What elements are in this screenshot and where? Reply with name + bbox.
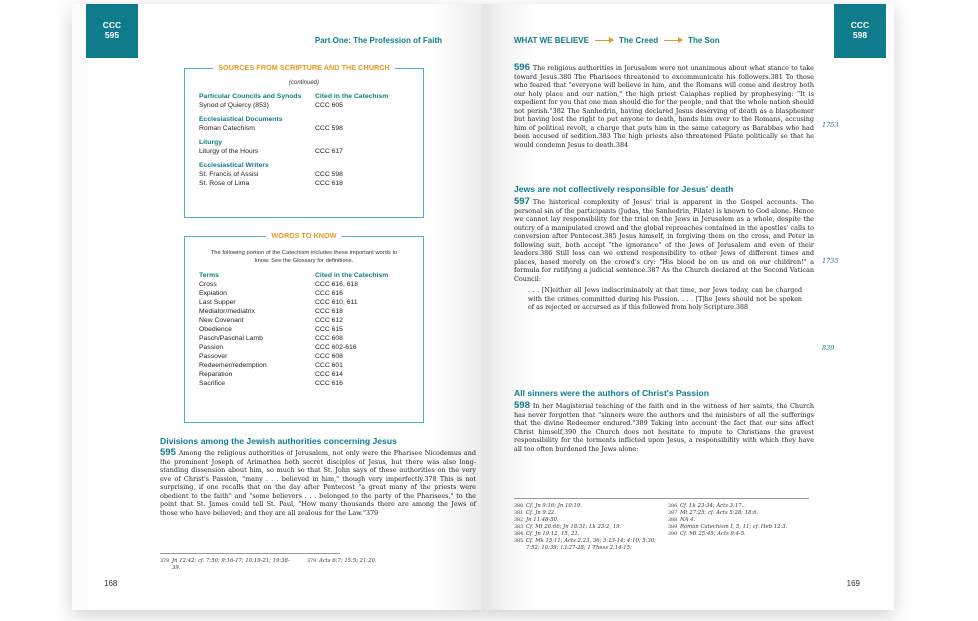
right-page	[482, 4, 894, 610]
section-label: Ecclesiastical Writers	[199, 162, 269, 169]
paragraph-text: In her Magisterial teaching of the faith and in the witness of her saints, the Church has never forgotten that "sinners were the authors and the ministers of all the sufferings that the divine Redeemer endured."389 Taking into account the fact that our sins affect Christ himself,390 the Church does not hesitate to impute to Christians the gravest responsibility for the torments inflicted upon Jesus, a responsibility with which they have all too often burdened the Jews alone:	[514, 402, 814, 453]
term-row	[185, 298, 423, 307]
footnote-number: 380	[514, 504, 524, 509]
term-row	[185, 316, 423, 325]
footnote-text: Cf. Mt 26:66; Jn 18:31; Lk 23:2, 19.	[526, 524, 622, 530]
footnote	[514, 503, 659, 510]
source-name: Liturgy of the Hours	[199, 148, 259, 155]
words-box-title: WORDS TO KNOW	[266, 231, 341, 240]
term-row	[185, 370, 423, 379]
term-row	[185, 325, 423, 334]
tab-number: 598	[852, 30, 868, 40]
footnote	[514, 538, 659, 552]
term: Pasch/Paschal Lamb	[199, 335, 263, 342]
term: Expiation	[199, 290, 227, 297]
footnote-text: Cf. Mk 15:11; Acts 2:23, 36; 3:13-14; 4:10; 5:30; 7:52; 10:39; 13:27-28; 1 Thess 2:14-15.	[526, 538, 656, 551]
left-page	[72, 4, 482, 610]
ccc-tab-right	[834, 4, 886, 58]
source-ref: CCC 598	[315, 171, 343, 178]
sources-box-title: SOURCES FROM SCRIPTURE AND THE CHURCH	[213, 63, 395, 72]
paragraph-text: The historical complexity of Jesus' trial is apparent in the Gospel accounts. The personal sin of the participants (Judas, the Sanhedrin, Pilate) is known to God alone. Hence we cannot lay responsibility for the trial on the Jews in Jerusalem as a whole, despite the outcry of a manipulated crowd and the global reproaches contained in the apostles' calls to conversion after Pentecost.385 Jesus himself, in forgiving them on the cross, and Peter in following suit, both accept "the ignorance" of the Jews of Jerusalem and even of their leaders.386 Still less can we extend responsibility to other Jews of different times and places, based merely on the crowd's cry: "His blood be on us and on our children!" a formula for ratifying a judicial sentence.387 As the Church declared at the Second Vatican Council:	[514, 198, 814, 283]
footnote	[514, 531, 659, 538]
terms-header: Terms	[199, 272, 219, 279]
term-ref: CCC 602-616	[315, 344, 357, 351]
source-row	[185, 147, 423, 156]
term: Last Supper	[199, 299, 236, 306]
paragraph-number: 596	[514, 62, 530, 73]
paragraph-598	[514, 402, 814, 453]
breadcrumb-creed: The Creed	[618, 36, 659, 45]
footnote-text: Cf. Lk 23:34; Acts 3:17.	[680, 503, 744, 509]
footnote	[514, 510, 659, 517]
source-name: Roman Catechism	[199, 125, 255, 132]
term-ref: CCC 608	[315, 353, 343, 360]
open-book	[72, 4, 894, 610]
tab-label: CCC	[102, 20, 122, 31]
footnote-number: 382	[514, 518, 524, 523]
term-ref: CCC 601	[315, 362, 343, 369]
section-heading: Divisions among the Jewish authorities concerning Jesus	[160, 436, 397, 446]
footnote	[514, 524, 659, 531]
footnote-rule	[514, 498, 809, 499]
footnote	[668, 517, 813, 524]
footnote-text: Cf. Jn 9:16; Jn 10:19.	[526, 503, 582, 509]
section-595	[160, 436, 476, 517]
footnotes-column-1	[514, 503, 659, 552]
margin-crossref: 1753	[822, 121, 839, 129]
term-row	[185, 379, 423, 388]
footnote-number: 386	[668, 504, 678, 509]
arrow-right-icon	[664, 40, 682, 41]
arrow-right-icon	[595, 40, 613, 41]
section-heading: Jews are not collectively responsible for Jesus' death	[514, 184, 734, 194]
footnote-text: Jn 12:42; cf. 7:50; 9:16-17; 10:19-21; 19:38-39.	[172, 558, 290, 571]
footnote	[514, 517, 659, 524]
term-ref: CCC 616	[315, 380, 343, 387]
footnote-number: 378	[160, 559, 170, 564]
page-number: 169	[846, 579, 860, 588]
paragraph-number: 598	[514, 400, 530, 411]
source-row	[185, 179, 423, 188]
breadcrumb-what-we-believe: WHAT WE BELIEVE	[514, 36, 589, 45]
source-name: St. Rose of Lima	[199, 180, 250, 187]
footnote	[668, 531, 813, 538]
term: New Covenant	[199, 317, 244, 324]
term: Cross	[199, 281, 217, 288]
words-intro: The following portion of the Catechism includes these important words to know. See the Glossary for definitions.	[210, 250, 398, 264]
term: Mediator/mediatrix	[199, 308, 255, 315]
source-row	[185, 170, 423, 179]
footnote-number: 390	[668, 532, 678, 537]
words-header-row	[185, 271, 423, 280]
footnote-text: Jn 11:48-50.	[526, 517, 559, 523]
section-heading: All sinners were the authors of Christ's Passion	[514, 388, 709, 398]
term: Passion	[199, 344, 224, 351]
term-row	[185, 361, 423, 370]
footnote-rule	[160, 553, 340, 554]
footnote-text: Cf. Jn 19:12, 15, 21.	[526, 531, 580, 537]
source-row	[185, 124, 423, 133]
words-list	[185, 280, 423, 388]
term: Reparation	[199, 371, 233, 378]
col1-header: Particular Councils and Synods	[199, 93, 302, 100]
footnote-text: Cf. Jn 9:22.	[526, 510, 556, 516]
term-ref: CCC 614	[315, 371, 343, 378]
footnote-number: 387	[668, 511, 678, 516]
term-row	[185, 352, 423, 361]
paragraph-text: Among the religious authorities of Jerusalem, not only were the Pharisee Nicodemus and the prominent Joseph of Arimathea both secret disciples of Jesus, but there was also long-standing dissension about him, so much so that St. John says of these authorities on the very eve of Christ's Passion, "many . . . believed in him," though very imperfectly.378 This is not surprising, if one recalls that on the day after Pentecost "a great many of the priests were obedient to the faith" and "some believers . . . belonged to the party of the Pharisees," to the point that St. James could tell St. Paul, "How many thousands there are among the Jews of those who have believed; and they are all zealous for the Law."379	[160, 449, 476, 517]
source-name: Synod of Quiercy (853)	[199, 102, 269, 109]
running-head	[514, 36, 720, 45]
term-ref: CCC 610, 611	[315, 299, 358, 306]
term: Obedience	[199, 326, 232, 333]
source-name: St. Francis of Assisi	[199, 171, 259, 178]
term: Sacrifice	[199, 380, 226, 387]
margin-crossref: 1735	[822, 257, 839, 265]
term-row	[185, 307, 423, 316]
block-quote: . . . [N]either all Jews indiscriminately at that time, nor Jews today, can be charged with the crimes committed during his Passion. . . . [T]he Jews should not be spoken of as rejected or accursed as if this followed from holy Scripture.388	[528, 287, 802, 311]
paragraph-595	[160, 449, 476, 517]
col2-header: Cited in the Catechism	[315, 93, 389, 100]
section-label: Liturgy	[199, 139, 223, 146]
term-ref: CCC 615	[315, 326, 343, 333]
footnote-text: NA 4.	[680, 517, 696, 523]
paragraph-number: 597	[514, 196, 530, 207]
margin-crossref: 839	[822, 344, 835, 352]
term-row	[185, 280, 423, 289]
term-row	[185, 343, 423, 352]
tab-number: 595	[104, 30, 120, 40]
paragraph-text: The religious authorities in Jerusalem were not unanimous about what stance to take toward Jesus.380 The Pharisees threatened to excommunicate his followers.381 To those who feared that "everyone will believe in him, and the Romans will come and destroy both our holy place and our nation," the high priest Caiaphas replied by prophesying: "It is expedient for you that one man should die for the people, and that the whole nation should not perish."382 The Sanhedrin, having declared Jesus deserving of death as a blasphemer but having lost the right to put anyone to death, hands him over to the Romans, accusing him of political revolt, a charge that puts him in the same category as Barabbas who had been accused of sedition.383 The high priests also threatened Pilate politically so that he would condemn Jesus to death.384	[514, 64, 814, 149]
words-box	[184, 231, 424, 423]
term-ref: CCC 616	[315, 290, 343, 297]
footnote-number: 384	[514, 532, 524, 537]
footnote	[668, 524, 813, 531]
source-row	[185, 101, 423, 110]
term: Redeemer/redemption	[199, 362, 267, 369]
term-ref: CCC 612	[315, 317, 343, 324]
ccc-tab-left	[86, 4, 138, 58]
footnote-text: Mt 27:25; cf. Acts 5:28; 18:6.	[680, 510, 759, 516]
footnote-text: Cf. Mt 25:45; Acts 9:4-5.	[680, 531, 746, 537]
footnote-number: 379	[307, 559, 317, 564]
footnote	[668, 510, 813, 517]
footnote-text: Acts 6:7; 15:5; 21:20.	[319, 558, 377, 564]
term: Passover	[199, 353, 228, 360]
sources-header-row	[185, 92, 423, 101]
footnotes-column-2	[668, 503, 813, 538]
term-ref: CCC 608	[315, 335, 343, 342]
source-ref: CCC 598	[315, 125, 343, 132]
footnote-number: 383	[514, 525, 524, 530]
tab-label: CCC	[850, 20, 870, 31]
term-row	[185, 289, 423, 298]
footnote-left-2	[307, 558, 427, 565]
source-ref: CCC 618	[315, 180, 343, 187]
paragraph-597	[514, 198, 814, 313]
breadcrumb-son: The Son	[688, 36, 720, 45]
paragraph-596	[514, 64, 814, 149]
paragraph-number: 595	[160, 447, 176, 458]
page-number: 168	[104, 579, 118, 588]
cited-header: Cited in the Catechism	[315, 272, 389, 279]
footnote-left-1	[160, 558, 290, 572]
term-ref: CCC 618	[315, 308, 343, 315]
term-ref: CCC 616, 618	[315, 281, 359, 288]
footnote-text: Roman Catechism I, 5, 11; cf. Heb 12:3.	[680, 524, 788, 530]
footnote	[668, 503, 813, 510]
source-ref: CCC 617	[315, 148, 343, 155]
section-label: Ecclesiastical Documents	[199, 116, 283, 123]
running-head: Part One: The Profession of Faith	[314, 36, 442, 45]
footnote-number: 381	[514, 511, 524, 516]
footnote-number: 389	[668, 525, 678, 530]
footnote-number: 385	[514, 539, 524, 544]
term-row	[185, 334, 423, 343]
sources-box	[184, 63, 424, 218]
continued-label: (continued)	[288, 80, 320, 86]
footnote-number: 388	[668, 518, 678, 523]
source-ref: CCC 605	[315, 102, 343, 109]
